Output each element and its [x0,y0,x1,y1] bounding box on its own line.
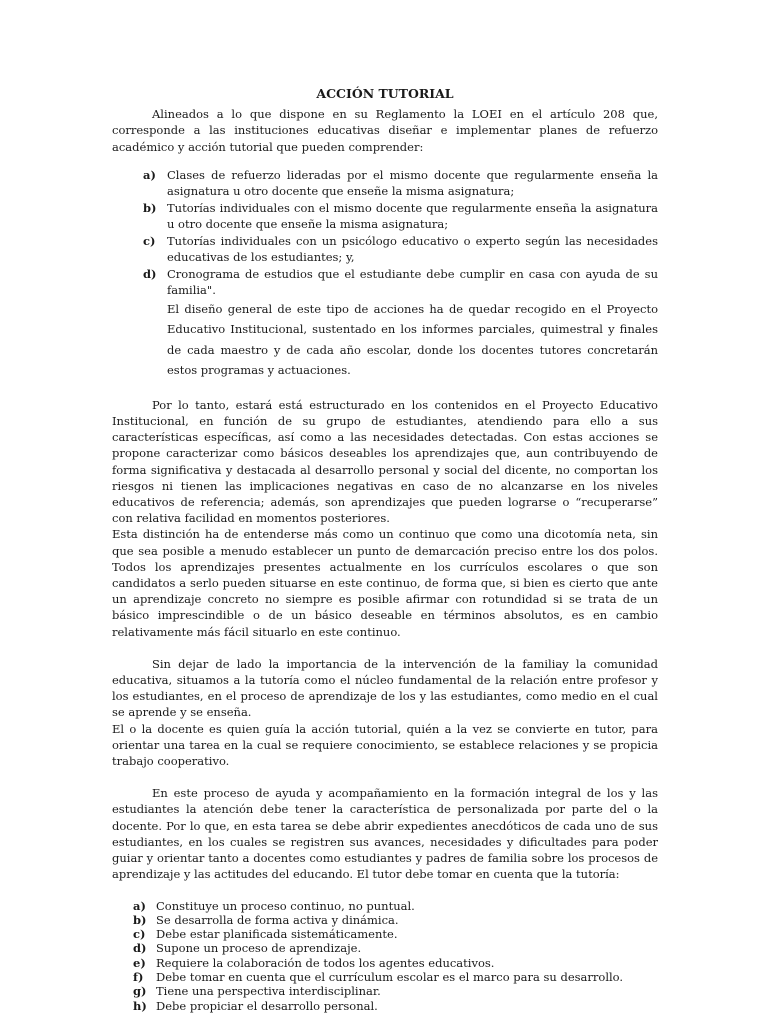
list-item-text: Se desarrolla de forma activa y dinámica. [156,912,399,927]
list-marker: a) [133,898,146,913]
list-item [133,984,658,998]
document-page [112,86,658,1013]
tutoria-characteristics-list [112,899,658,1013]
list-item-text: Debe propiciar el desarrollo personal. [156,998,378,1013]
list-item [133,927,658,941]
paragraph-acompanamiento: En este proceso de ayuda y acompañamiento en la formación integral de los y las estudiantes la atención debe tener la característica de personalizada por parte del o la docente. Por lo que, en esta tarea se debe abrir expedientes anecdóticos de cada uno de sus estudiantes, en los cuales se registren sus avances, necesidades y dificultades para poder guiar y orientar tanto a docentes como estudiantes y padres de familia sobre los procesos de aprendizaje y las actitudes del educando. El tutor debe tomar en cuenta que la tutoría: [112,786,658,882]
list-item-text: Debe tomar en cuenta que el currículum escolar es el marco para su desarrollo. [156,969,624,984]
list-marker: a) [143,167,156,182]
list-item [133,941,658,955]
paragraph-intervencion-familia: Sin dejar de lado la importancia de la intervención de la familiay la comunidad educativa, situamos a la tutoría como el núcleo fundamental de la relación entre profesor y los estudiantes, en el proceso de aprendizaje de los y las estudiantes, como medio en el cual se aprende y se enseña. [112,656,658,720]
spacer [112,155,658,167]
spacer [112,769,658,785]
list-marker: e) [133,955,146,970]
list-item-text: Tutorías individuales con un psicólogo educativo o experto según las necesidades educativas de los estudiantes; y, [167,233,658,265]
list-item [143,167,658,200]
paragraph-proyecto-educativo: Por lo tanto, estará está estructurado en los contenidos en el Proyecto Educativo Institucional, en función de su grupo de estudiantes, atendiendo para ello a sus características específicas, así como a las necesidades detectadas. Con estas acciones se propone caracterizar como básicos deseables los aprendizajes que, aun contribuyendo de forma significativa y destacada al desarrollo personal y social del dicente, no comportan los riesgos ni tienen las implicaciones negativas en caso de no alcanzarse en los niveles educativos de referencia; además, son aprendizajes que pueden lograrse o “recuperarse” con relativa facilidad en momentos posteriores. [112,397,658,526]
list-marker: g) [133,984,147,999]
spacer [112,640,658,656]
list-item-text: Requiere la colaboración de todos los agentes educativos. [156,955,495,970]
list-item-text: Tutorías individuales con el mismo docente que regularmente enseña la asignatura u otro docente que enseñe la misma asignatura; [167,200,658,232]
paragraph-distincion: Esta distinción ha de entenderse más como un continuo que como una dicotomía neta, sin que sea posible a menudo establecer un punto de demarcación preciso entre los dos polos. Todos los aprendizajes presentes actualmente en los currículos escolares o que son candidatos a serlo pueden situarse en este continuo, de forma que, si bien es cierto que ante un aprendizaje concreto no siempre es posible afirmar con rotundidad si se trata de un básico imprescindible o de un básico deseable en términos absolutos, es en cambio relativamente más fácil situarlo en este continuo. [112,527,658,639]
list-item [133,999,658,1013]
list-marker: b) [143,200,157,215]
list-item-text: Debe estar planificada sistemáticamente. [156,927,398,942]
paragraph-docente-guia: El o la docente es quien guía la acción tutorial, quién a la vez se convierte en tutor, para orientar una tarea en la cual se requiere conocimiento, se establece relaciones y se propicia trabajo cooperativo. [112,721,658,769]
list-item [133,913,658,927]
list-marker: b) [133,912,147,927]
list-continuation-text: El diseño general de este tipo de acciones ha de quedar recogido en el Proyecto Educativo Institucional, sustentado en los informes parciales, quimestral y finales de cada maestro y de cada año escolar, donde los docentes tutores concretarán estos programas y actuaciones. [167,301,658,378]
list-item-text: Cronograma de estudios que el estudiante debe cumplir en casa con ayuda de su familia". [167,266,658,298]
list-item [133,970,658,984]
spacer [112,883,658,899]
list-marker: c) [143,233,156,248]
list-item [143,200,658,233]
list-item-text: Constituye un proceso continuo, no puntual. [156,898,415,913]
list-marker: d) [143,266,157,281]
document-title: ACCIÓN TUTORIAL [316,86,454,101]
intro-paragraph: Alineados a lo que dispone en su Reglamento la LOEI en el artículo 208 que, corresponde a las instituciones educativas diseñar e implementar planes de refuerzo académico y acción tutorial que pueden comprender: [112,107,658,154]
list-item [143,233,658,266]
refuerzo-list [112,167,658,381]
list-item [143,266,658,381]
list-marker: h) [133,998,147,1013]
list-item [133,956,658,970]
list-marker: c) [133,927,146,942]
list-item-text: Clases de refuerzo lideradas por el mismo docente que regularmente enseña la asignatura u otro docente que enseñe la misma asignatura; [167,167,658,199]
spacer [112,381,658,397]
list-marker: d) [133,941,147,956]
list-marker: f) [133,969,144,984]
list-item-text: Supone un proceso de aprendizaje. [156,941,362,956]
list-item [133,899,658,913]
list-item-text: Tiene una perspectiva interdisciplinar. [156,984,381,999]
